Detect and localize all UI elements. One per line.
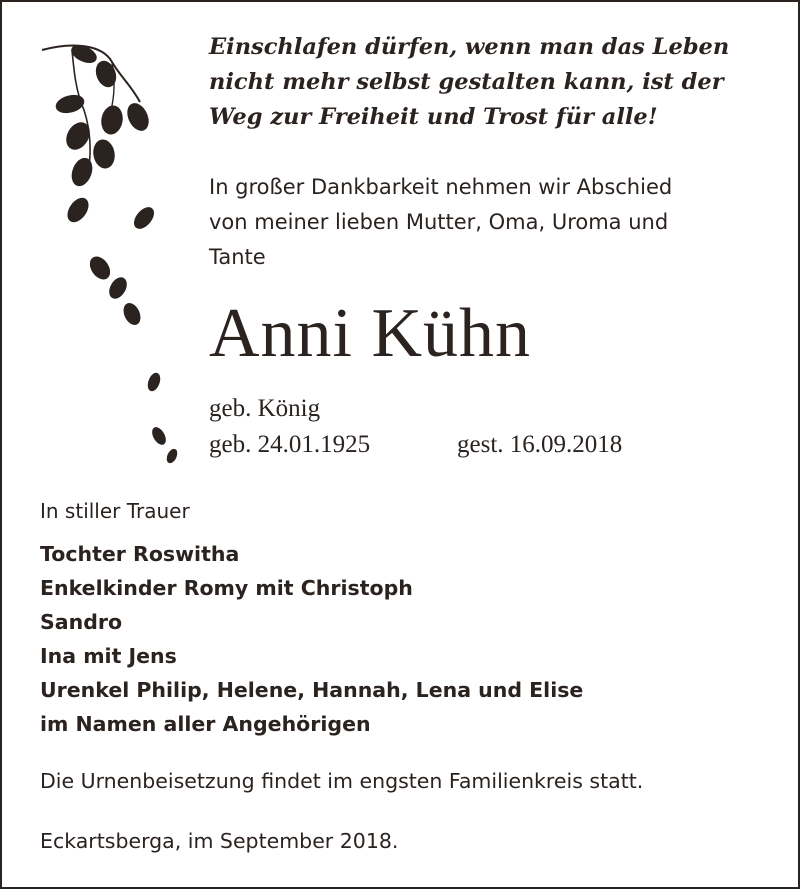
falling-leaves-icon (32, 32, 202, 482)
deceased-name: Anni Kühn (209, 295, 532, 372)
farewell-line: In großer Dankbarkeit nehmen wir Abschied (209, 175, 673, 199)
memorial-poem (209, 30, 789, 135)
mourner-line: im Namen aller Angehörigen (40, 712, 371, 736)
death-date: gest. 16.09.2018 (457, 431, 623, 458)
place-and-date: Eckartsberga, im September 2018. (40, 829, 399, 853)
farewell-text (209, 170, 789, 275)
poem-line: Einschlafen dürfen, wenn man das Leben (209, 34, 730, 60)
farewell-line: von meiner lieben Mutter, Oma, Uroma und (209, 210, 669, 234)
mourner-line: Sandro (40, 610, 123, 634)
poem-line: nicht mehr selbst gestalten kann, ist der (209, 69, 724, 95)
maiden-name: geb. König (209, 395, 321, 422)
mourning-heading: In stiller Trauer (40, 499, 190, 523)
mourner-line: Urenkel Philip, Helene, Hannah, Lena und Elise (40, 678, 584, 702)
mourners-list (40, 537, 780, 741)
mourner-line: Ina mit Jens (40, 644, 177, 668)
mourner-line: Enkelkinder Romy mit Christoph (40, 576, 413, 600)
mourner-line: Tochter Roswitha (40, 542, 240, 566)
burial-note: Die Urnenbeisetzung findet im engsten Familienkreis statt. (40, 769, 644, 793)
poem-line: Weg zur Freiheit und Trost für alle! (209, 104, 658, 130)
life-dates (209, 428, 679, 462)
farewell-line: Tante (209, 245, 266, 269)
birth-date: geb. 24.01.1925 (209, 431, 371, 458)
